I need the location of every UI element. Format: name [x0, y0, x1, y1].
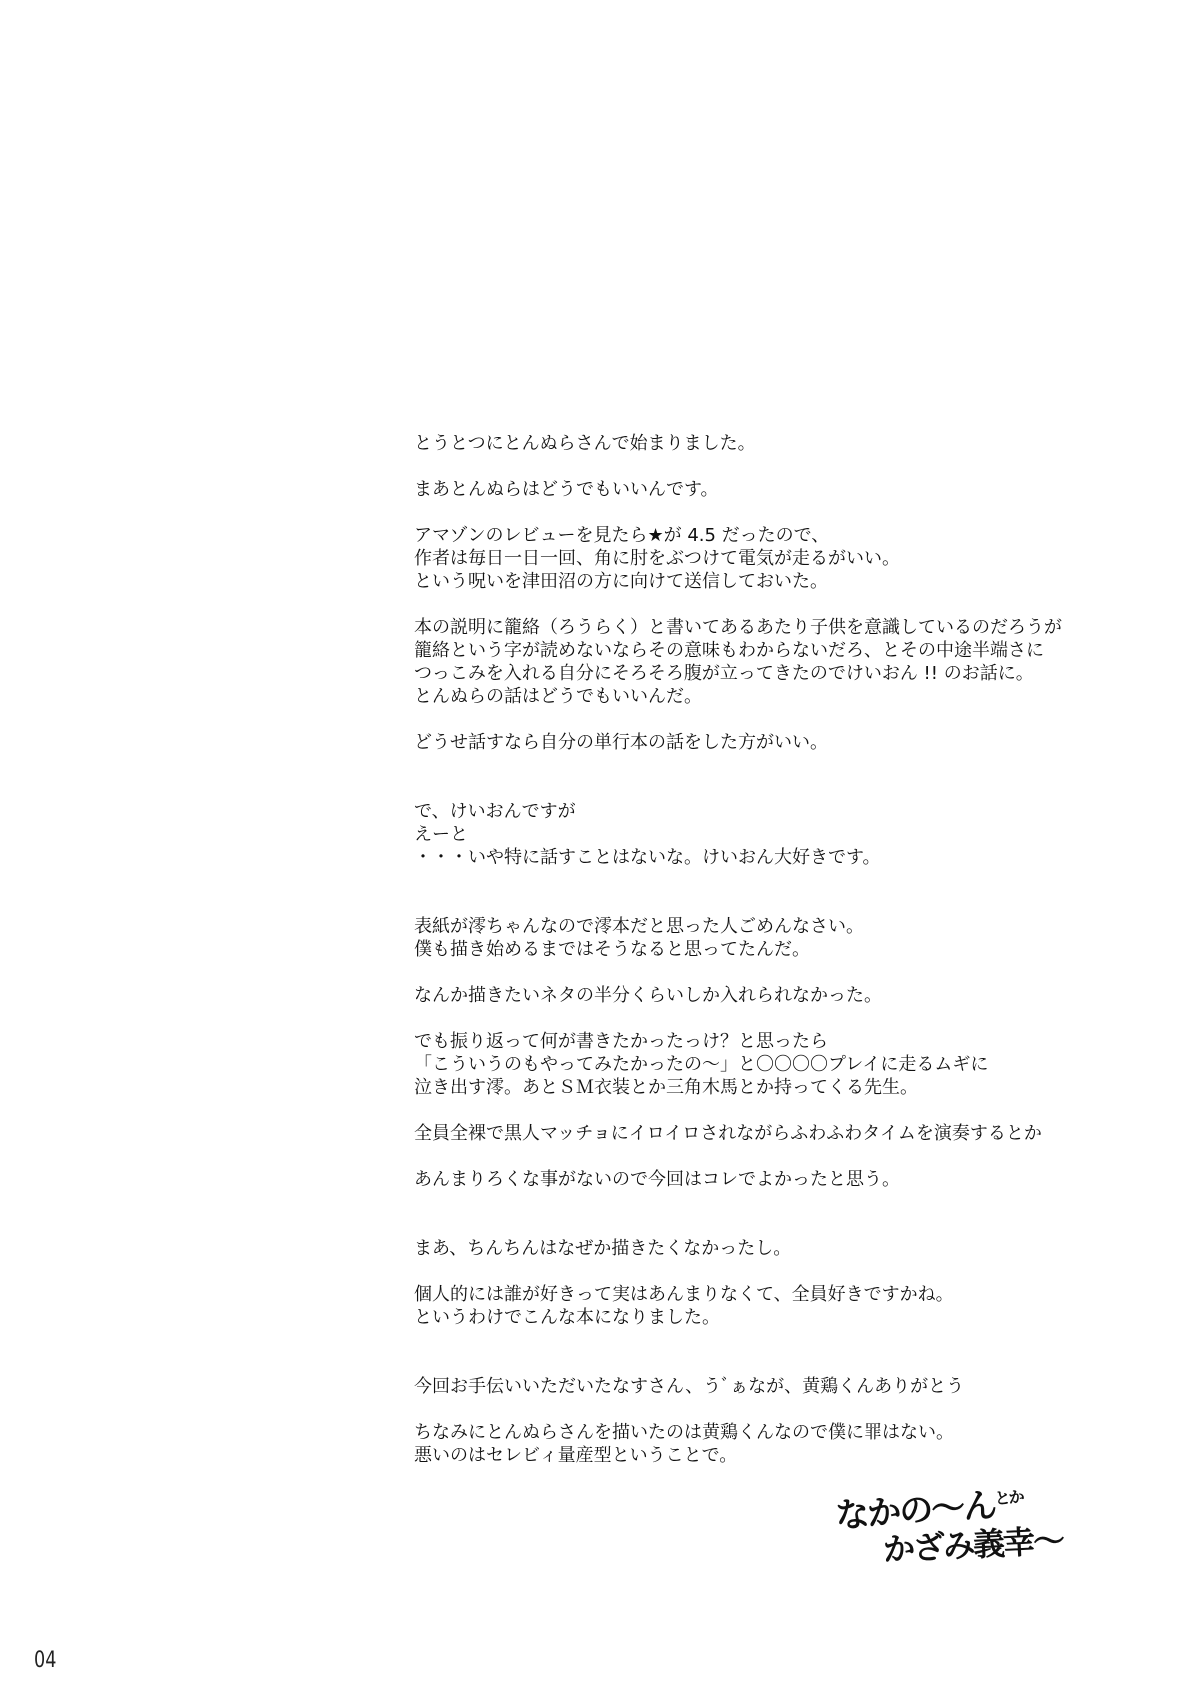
text-line: というわけでこんな本になりました。	[414, 1307, 720, 1328]
text-line: 「こういうのもやってみたかったの～」と〇〇〇〇プレイに走るムギに	[414, 1054, 989, 1075]
text-line: どうせ話すなら自分の単行本の話をした方がいい。	[414, 732, 828, 753]
signature-name-1: なかの〜ん	[834, 1485, 997, 1537]
text-line: で、けいおんですが	[414, 801, 576, 822]
text-line: つっこみを入れる自分にそろそろ腹が立ってきたのでけいおん !! のお話に。	[414, 663, 1034, 684]
text-line: でも振り返って何が書きたかったっけ？と思ったら	[414, 1031, 828, 1052]
text-line: まあ、ちんちんはなぜか描きたくなかったし。	[414, 1238, 792, 1259]
text-line: 悪いのはセレビィ量産型ということで。	[414, 1445, 738, 1466]
page-number: 04	[34, 1648, 57, 1673]
signature-line-2: かざみ義幸〜	[882, 1521, 1064, 1569]
text-line: 僕も描き始めるまではそうなると思ってたんだ。	[414, 939, 810, 960]
text-line: 今回お手伝いいただいたなすさん、うﾞぁなが、黄鶏くんありがとう	[414, 1376, 965, 1397]
text-line: 全員全裸で黒人マッチョにイロイロされながらふわふわタイムを演奏するとか	[414, 1123, 1042, 1144]
text-line: とうとつにとんぬらさんで始まりました。	[414, 433, 756, 454]
text-line: アマゾンのレビューを見たら★が 4.5 だったので、	[414, 525, 830, 546]
text-line: なんか描きたいネタの半分くらいしか入れられなかった。	[414, 985, 882, 1006]
text-line: という呪いを津田沼の方に向けて送信しておいた。	[414, 571, 828, 592]
text-line: ・・・いや特に話すことはないな。けいおん大好きです。	[414, 847, 881, 868]
afterword-text	[414, 432, 1114, 1467]
signature-connector: とか	[993, 1487, 1024, 1509]
text-line: 作者は毎日一日一回、角に肘をぶつけて電気が走るがいい。	[414, 548, 900, 569]
text-line: とんぬらの話はどうでもいいんだ。	[414, 686, 702, 707]
author-signature	[834, 1478, 1064, 1569]
text-line: 個人的には誰が好きって実はあんまりなくて、全員好きですかね。	[414, 1284, 954, 1305]
text-line: あんまりろくな事がないので今回はコレでよかったと思う。	[414, 1169, 900, 1190]
text-line: 籠絡という字が読めないならその意味もわからないだろ、とその中途半端さに	[414, 640, 1044, 661]
text-line: ちなみにとんぬらさんを描いたのは黄鶏くんなので僕に罪はない。	[414, 1422, 954, 1443]
text-line: えーと	[414, 824, 468, 845]
text-line: 泣き出す澪。あとＳＭ衣装とか三角木馬とか持ってくる先生。	[414, 1077, 918, 1098]
text-line: 本の説明に籠絡（ろうらく）と書いてあるあたり子供を意識しているのだろうが	[414, 617, 1062, 638]
text-line: 表紙が澪ちゃんなので澪本だと思った人ごめんなさい。	[414, 916, 864, 937]
text-line: まあとんぬらはどうでもいいんです。	[414, 479, 719, 500]
